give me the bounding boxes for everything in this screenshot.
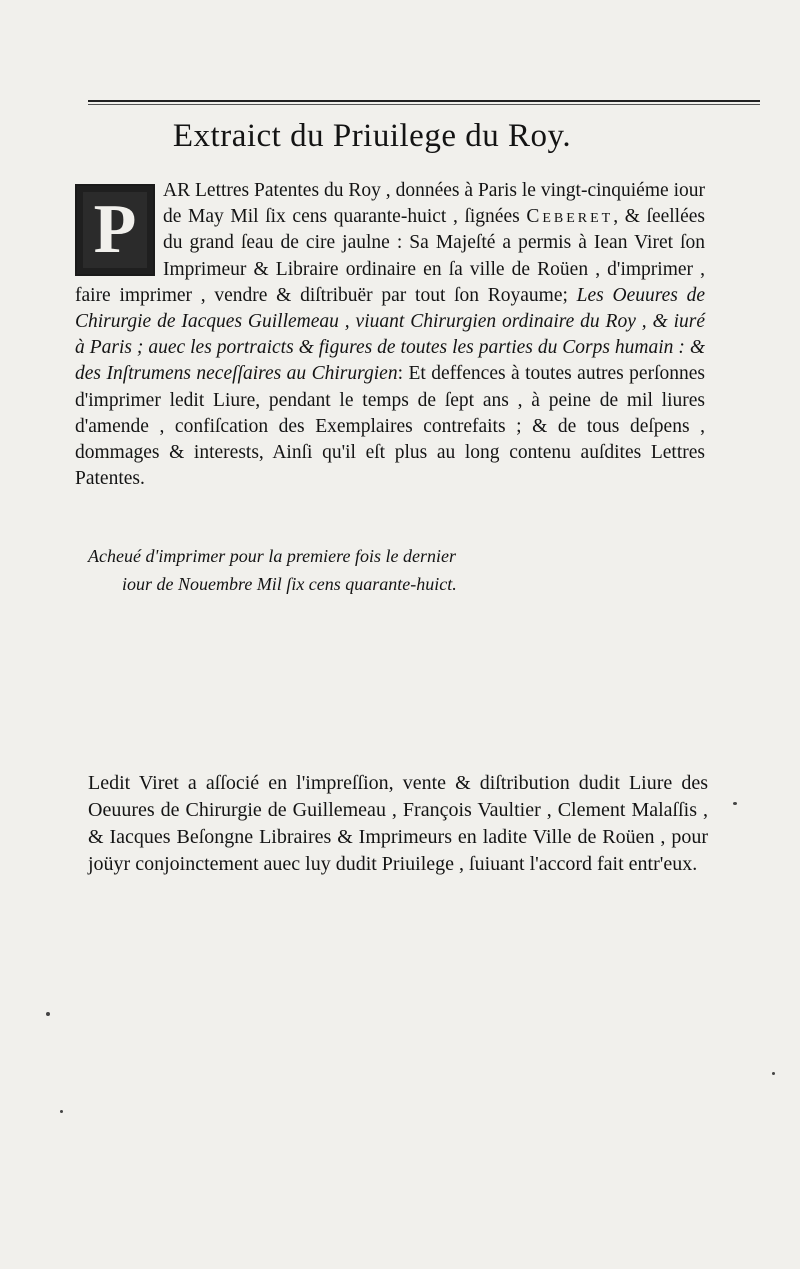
privilege-seg-3: : Et deffences à toutes autres perſonnes d'imprimer ledit Liure, pendant le temps de ſept ans , à peine de mil liures d'amende , confiſcation des Exemplaires contrefaits ; & de tous deſpens , dommages & interests, Ainſi qu'il eſt plus au long contenu auſdites Lettres Patentes. — [75, 363, 705, 490]
paper-speck — [733, 802, 737, 805]
page-title: Extraict du Priuilege du Roy. — [172, 118, 572, 154]
dropcap-letter: P — [93, 191, 137, 268]
header-rule — [88, 100, 760, 102]
ornamental-dropcap — [75, 184, 155, 276]
colophon-line-1: Acheué d'imprimer pour la premiere fois le dernier — [88, 546, 456, 566]
work-title: Les Oeuures de Chirurgie de Iacques Guillemeau , viuant Chirurgien ordinaire du Roy , & iuré à Paris ; auec les portraicts & figures de toutes les parties du Corps humain : & des Inſtrumens neceſſaires au Chirurgien — [75, 284, 705, 385]
colophon-line-2: iour de Nouembre Mil ſix cens quarante-huict. — [122, 574, 457, 594]
privilege-seg-1: AR Lettres Patentes du Roy , données à Paris le vingt-cinquiéme iour de May Mil ſix cens quarante-huict , ſignées — [163, 180, 705, 228]
signer-name: Ceberet — [526, 206, 614, 228]
paper-speck — [60, 1110, 63, 1113]
header-rule-thin — [88, 104, 760, 105]
privilege-text — [75, 178, 705, 492]
privilege-seg-2: , & ſeellées du grand ſeau de cire jaulne : Sa Majeſté a permis à Iean Viret ſon Imprimeur & Libraire ordinaire en ſa ville de Roüen , d'imprimer , faire imprimer , vendre & diſtribuër par tout ſon Royaume; — [75, 206, 705, 306]
colophon — [88, 542, 508, 598]
paper-speck — [772, 1072, 775, 1075]
paper-speck — [46, 1012, 50, 1016]
association-paragraph: Ledit Viret a aſſocié en l'impreſſion, vente & diſtribution dudit Liure des Oeuures de Chirurgie de Guillemeau , François Vaultier , Clement Malaſſis , & Iacques Beſongne Libraires & Imprimeurs en ladite Ville de Roüen , pour joüyr conjoinctement auec luy dudit Priuilege , ſuiuant l'accord fait entr'eux. — [88, 772, 708, 875]
